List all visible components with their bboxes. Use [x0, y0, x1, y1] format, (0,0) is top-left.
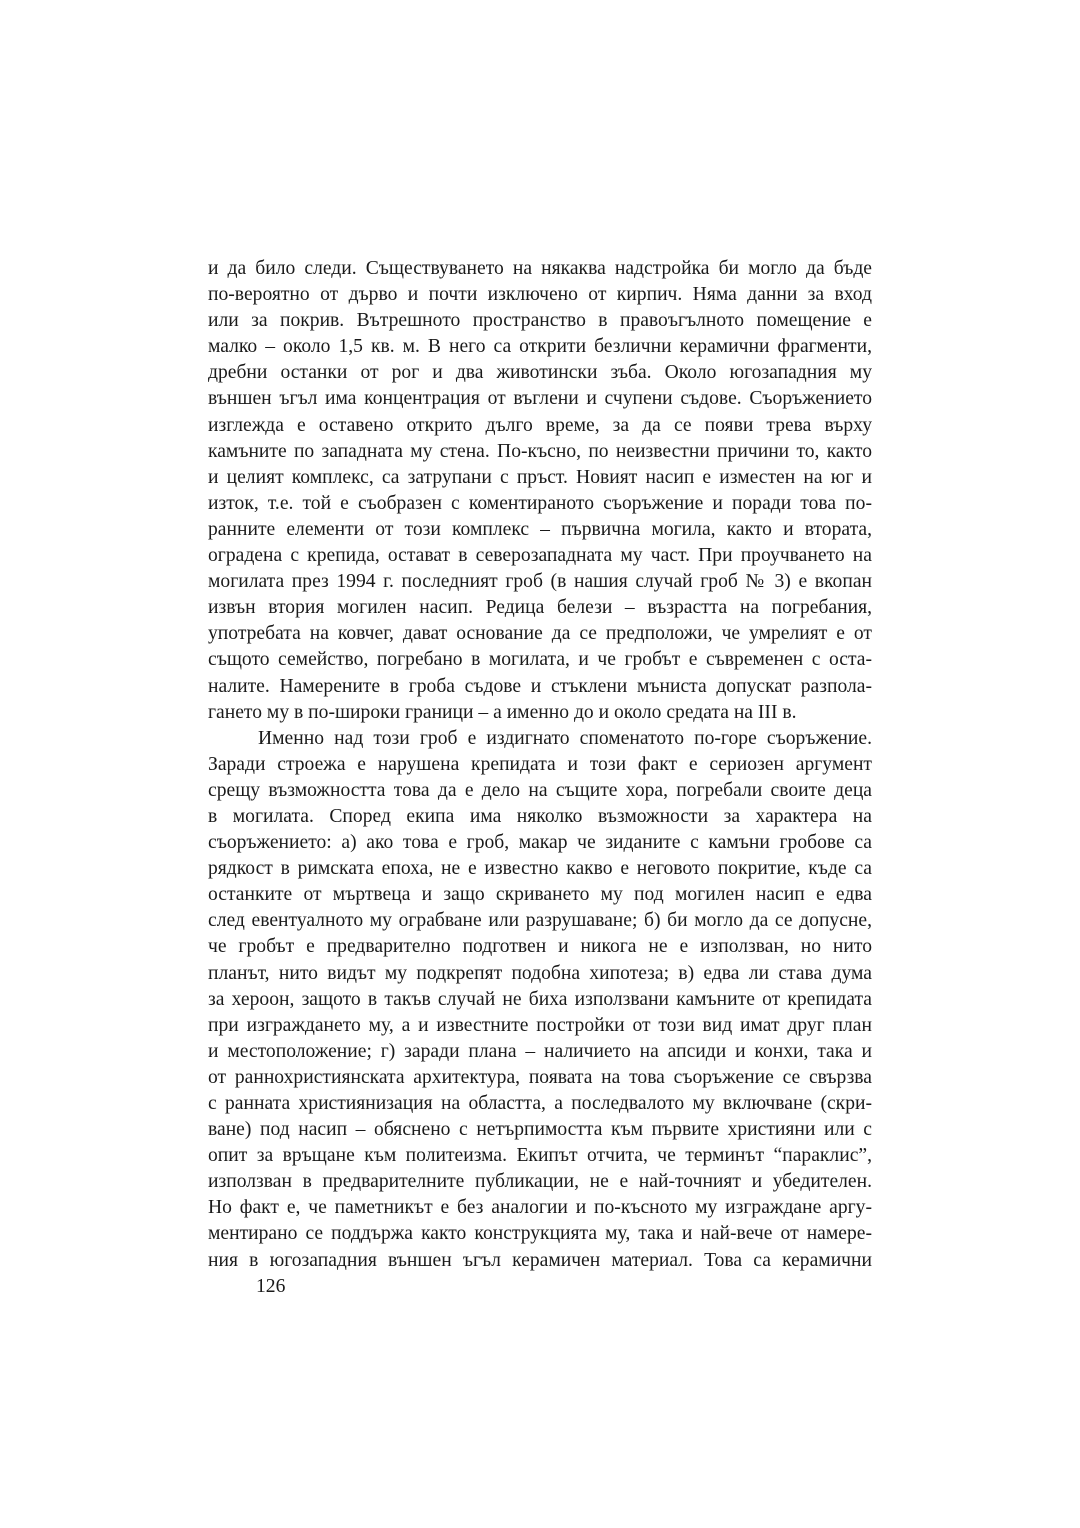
- text-line: употребата на ковчег, дават основание да се предположи, че умрелият е от: [208, 623, 872, 645]
- text-line: дребни останки от рог и два животински зъба. Около югозападния му: [208, 362, 872, 384]
- text-line: опит за връщане към политеизма. Екипът отчита, че терминът “параклис”,: [208, 1145, 872, 1167]
- text-line: малко – около 1,5 кв. м. В него са открити безлични керамични фрагменти,: [208, 336, 872, 358]
- text-line: ранните елементи от този комплекс – първична могила, както и втората,: [208, 518, 872, 540]
- text-line: съоръжението: а) ако това е гроб, макар че зиданите с камъни гробове са: [208, 832, 872, 854]
- text-line: с ранната християнизация на областта, а последвалото му включване (скри-: [208, 1093, 872, 1114]
- paragraph-first-line: Именно над този гроб е издигнато споменатото по-горе съоръжение.: [258, 727, 872, 749]
- text-line: останките от мъртвеца и защо скриването му под могилен насип е едва: [208, 884, 872, 906]
- text-line: оградена с крепида, остават в северозападната му част. При проучването на: [208, 545, 872, 567]
- text-line: срещу възможността това да е дело на същите хора, погребали своите деца: [208, 779, 872, 801]
- text-line: налите. Намерените в гроба съдове и стъклени мъниста допускат разпола-: [208, 675, 872, 697]
- body-text: [208, 256, 872, 1274]
- text-line: ментирано се поддържа както конструкцията му, така и най-вече от намере-: [208, 1223, 872, 1245]
- text-line: и целият комплекс, са затрупани с пръст. Новият насип е изместен на юг и: [208, 466, 872, 488]
- text-line: или за покрив. Вътрешното пространство в правоъгълното помещение е: [208, 310, 872, 332]
- text-line: и да било следи. Съществуването на някаква надстройка би могло да бъде: [208, 258, 872, 279]
- text-line: могилата през 1994 г. последният гроб (в нашия случай гроб № 3) е вкопан: [208, 571, 872, 593]
- text-line: изглежда е оставено открито дълго време, за да се появи трева върху: [208, 414, 872, 436]
- text-line: ване) под насип – обяснено с нетърпимостта към първите християни или с: [208, 1119, 872, 1141]
- text-line: в могилата. Според екипа има няколко възможности за характера на: [208, 805, 872, 827]
- text-line: същото семейство, погребано в могилата, и че гробът е съвременен с оста-: [208, 649, 872, 671]
- text-line: външен ъгъл има концентрация от въглени и счупени съдове. Съоръжението: [208, 388, 872, 410]
- text-line: при изграждането му, а и известните постройки от този вид имат друг план: [208, 1014, 872, 1036]
- text-line: по-вероятно от дърво и почти изключено от кирпич. Няма данни за вход: [208, 284, 872, 306]
- text-line: Но факт е, че паметникът е без аналогии и по-късното му изграждане аргу-: [208, 1197, 872, 1219]
- page-number: 126: [256, 1276, 286, 1297]
- text-line: за хероон, защото в такъв случай не биха използвани камъните от крепидата: [208, 988, 872, 1010]
- text-line: и местоположение; г) заради плана – наличието на апсиди и конхи, така и: [208, 1040, 872, 1062]
- text-line: камъните по западната му стена. По-късно, по неизвестни причини то, както: [208, 440, 872, 462]
- text-line: че гробът е предварително подготвен и никога не е използван, но нито: [208, 936, 872, 958]
- text-line: Заради строежа е нарушена крепидата и този факт е сериозен аргумент: [208, 753, 872, 775]
- text-line: от раннохристиянската архитектура, появата на това съоръжение се свързва: [208, 1066, 872, 1088]
- text-line: гането му в по-широки граници – а именно до и около средата на III в.: [208, 701, 797, 723]
- text-line: рядкост в римската епоха, не е известно какво е неговото покритие, къде са: [208, 858, 872, 880]
- text-line: планът, нито видът му подкрепят подобна хипотеза; в) едва ли става дума: [208, 962, 872, 984]
- text-line: изток, т.е. той е съобразен с коментираното съоръжение и поради това по-: [208, 492, 872, 514]
- text-line: използван в предварителните публикации, не е най-точният и убедителен.: [208, 1171, 872, 1193]
- text-line: извън втория могилен насип. Редица белези – възрастта на погребания,: [208, 597, 872, 619]
- text-line: след евентуалното му ограбване или разрушаване; б) би могло да се допусне,: [208, 910, 872, 932]
- text-line: ния в югозападния външен ъгъл керамичен материал. Това са керамични: [208, 1249, 872, 1271]
